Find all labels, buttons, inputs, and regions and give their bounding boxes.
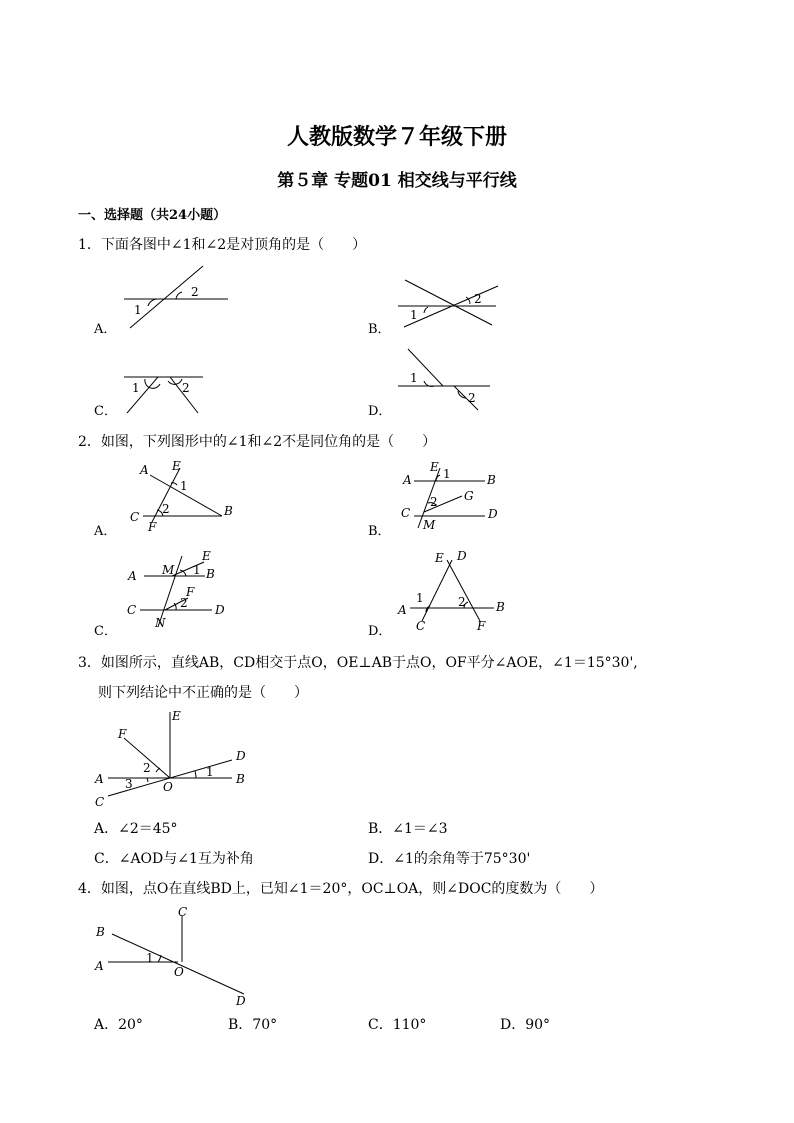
q4-label-D: D (236, 994, 246, 1008)
q3-label-1: 1 (206, 765, 214, 779)
question-3-stem-line-1: 3．如图所示，直线AB，CD相交于点O，OE⊥AB于点O，OF平分∠AOE，∠1＝15°30', (78, 655, 638, 671)
q2a-label-F: F (148, 520, 157, 534)
q1b-label-2: 2 (474, 292, 482, 306)
q3-label-E: E (172, 709, 181, 723)
question-2-stem: 2．如图，下列图形中的∠1和∠2不是同位角的是（ ） (78, 434, 437, 450)
q2c-label-C: C (127, 603, 137, 617)
q2b-label-A: A (403, 473, 412, 487)
q4-label-C: C (178, 905, 188, 919)
q1-option-b[interactable]: B． (368, 322, 391, 337)
q2c-label-M: M (162, 563, 175, 577)
q3-label-3: 3 (125, 777, 133, 791)
q3-label-D: D (236, 749, 246, 763)
q3-option-a[interactable]: A．∠2＝45° (94, 821, 178, 837)
q3-label-A: A (95, 772, 104, 786)
q4-option-b[interactable]: B．70° (228, 1017, 278, 1033)
q2c-label-A: A (128, 569, 137, 583)
q2b-label-M: M (423, 518, 436, 532)
q1d-label-1: 1 (410, 371, 418, 385)
q4-label-B: B (96, 925, 105, 939)
q2c-label-D: D (215, 603, 225, 617)
question-1-stem: 1．下面各图中∠1和∠2是对顶角的是（ ） (78, 237, 367, 253)
q2b-label-2: 2 (430, 495, 438, 509)
q2b-label-E: E (430, 460, 439, 474)
q2b-label-G: G (464, 489, 474, 503)
question-4-stem: 4．如图，点O在直线BD上，已知∠1＝20°，OC⊥OA，则∠DOC的度数为（ ） (78, 881, 604, 897)
q2a-label-B: B (224, 504, 233, 518)
q2d-label-F: F (477, 619, 486, 633)
q2d-label-2: 2 (458, 595, 466, 609)
q3-label-2: 2 (143, 761, 151, 775)
question-3-stem-line-2: 则下列结论中不正确的是（ ） (98, 685, 308, 701)
q2d-label-A: A (398, 603, 407, 617)
q2b-label-1: 1 (443, 467, 451, 481)
q2b-label-D: D (488, 507, 498, 521)
q2a-label-1: 1 (180, 479, 188, 493)
q4-label-1: 1 (146, 951, 154, 965)
q2c-label-B: B (206, 567, 215, 581)
q2d-label-D: D (457, 549, 467, 563)
q2c-label-N: N (155, 616, 166, 630)
q2d-label-B: B (496, 600, 505, 614)
q1c-label-2: 2 (182, 381, 190, 395)
q1d-label-2: 2 (468, 391, 476, 405)
q3-option-b[interactable]: B．∠1＝∠3 (368, 821, 448, 837)
q1c-label-1: 1 (132, 381, 140, 395)
q2a-label-A: A (140, 463, 149, 477)
q1b-label-1: 1 (410, 308, 418, 322)
q3-label-C: C (95, 795, 105, 809)
q1-option-c[interactable]: C． (94, 404, 117, 419)
q2-option-b[interactable]: B． (368, 524, 391, 539)
page-subtitle: 第５章 专题01 相交线与平行线 (277, 171, 517, 191)
q1-option-d[interactable]: D． (368, 404, 392, 419)
q2-option-c[interactable]: C． (94, 624, 117, 639)
q2d-label-C: C (416, 619, 426, 633)
q4-option-a[interactable]: A．20° (94, 1017, 143, 1033)
q3-label-F: F (118, 727, 127, 741)
q1a-label-2: 2 (191, 285, 199, 299)
q2c-label-2: 2 (180, 596, 188, 610)
q1a-label-1: 1 (134, 303, 142, 317)
section-heading: 一、选择题（共24小题） (78, 208, 227, 223)
q2d-label-1: 1 (416, 591, 424, 605)
q2d-label-E: E (435, 551, 444, 565)
q2c-label-F: F (186, 585, 195, 599)
q4-label-O: O (174, 965, 184, 979)
q3-option-c[interactable]: C．∠AOD与∠1互为补角 (94, 851, 254, 867)
q2c-label-E: E (202, 549, 211, 563)
q3-label-B: B (236, 772, 245, 786)
q4-label-A: A (95, 959, 104, 973)
q4-option-d[interactable]: D．90° (500, 1017, 551, 1033)
q3-option-d[interactable]: D．∠1的余角等于75°30' (368, 851, 531, 867)
q2c-label-1: 1 (193, 563, 201, 577)
q4-option-c[interactable]: C．110° (368, 1017, 427, 1033)
q2b-label-C: C (401, 506, 411, 520)
page-title: 人教版数学７年级下册 (286, 124, 507, 150)
q2-option-a[interactable]: A． (94, 524, 117, 539)
q1-option-a[interactable]: A． (94, 322, 117, 337)
q2a-label-2: 2 (162, 502, 170, 516)
q2a-label-E: E (172, 459, 181, 473)
q2-option-d[interactable]: D． (368, 624, 392, 639)
q2b-label-B: B (487, 473, 496, 487)
q2a-label-C: C (130, 510, 140, 524)
q3-label-O: O (163, 780, 173, 794)
